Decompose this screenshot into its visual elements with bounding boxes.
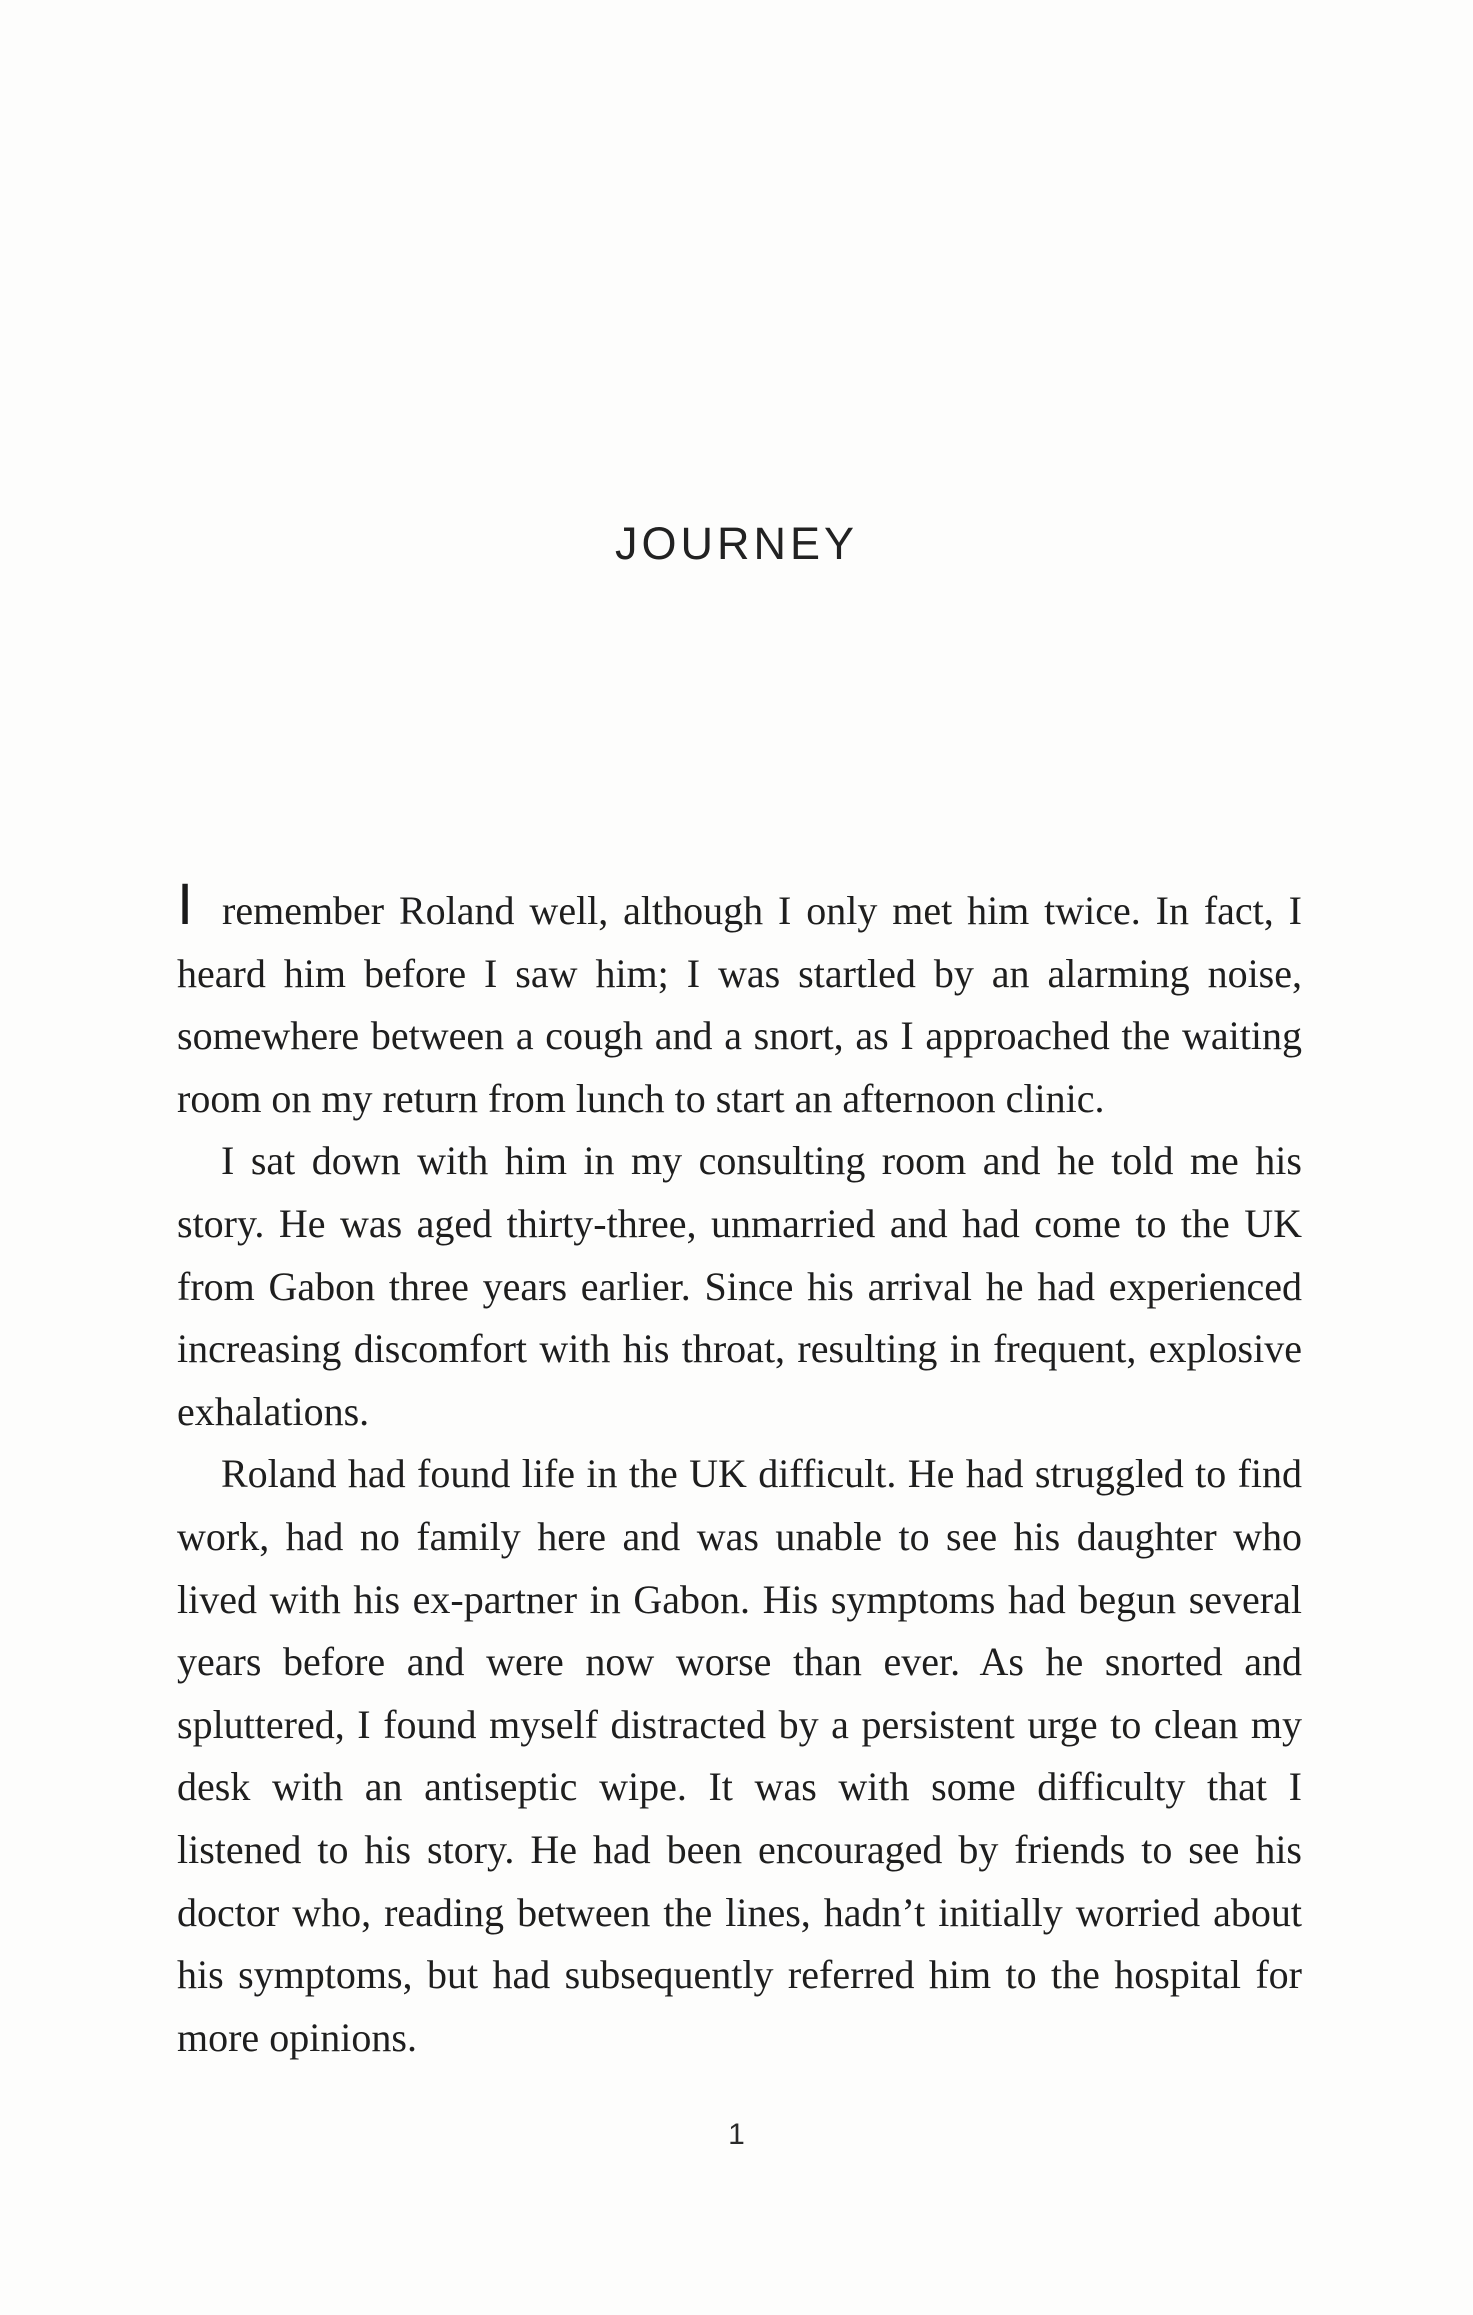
paragraph-1-text: remember Roland well, although I only met him twice. In fact, I heard him before I saw him; I was startled by an alarming noise, somewhere between a cough and a snort, as I approached the waiting room on my return from lunch to start an afternoon clinic. <box>177 888 1302 1121</box>
chapter-body <box>177 872 1302 2069</box>
paragraph-1 <box>177 872 1302 1130</box>
page-number: 1 <box>728 2118 745 2151</box>
chapter-title: JOURNEY <box>614 518 859 569</box>
drop-cap: I <box>177 872 194 937</box>
paragraph-2: I sat down with him in my consulting room and he told me his story. He was aged thirty-three, unmarried and had come to the UK from Gabon three years earlier. Since his arrival he had experienced increasing discomfort with his throat, resulting in frequent, explosive exhalations. <box>177 1138 1302 1434</box>
paragraph-3: Roland had found life in the UK difficult. He had struggled to find work, had no family here and was unable to see his daughter who lived with his ex-partner in Gabon. His symptoms had begun several years before and were now worse than ever. As he snorted and spluttered, I found myself distracted by a persistent urge to clean my desk with an antiseptic wipe. It was with some difficulty that I listened to his story. He had been encouraged by friends to see his doctor who, reading between the lines, hadn’t initially worried about his symptoms, but had subsequently referred him to the hospital for more opinions. <box>177 1451 1302 2060</box>
